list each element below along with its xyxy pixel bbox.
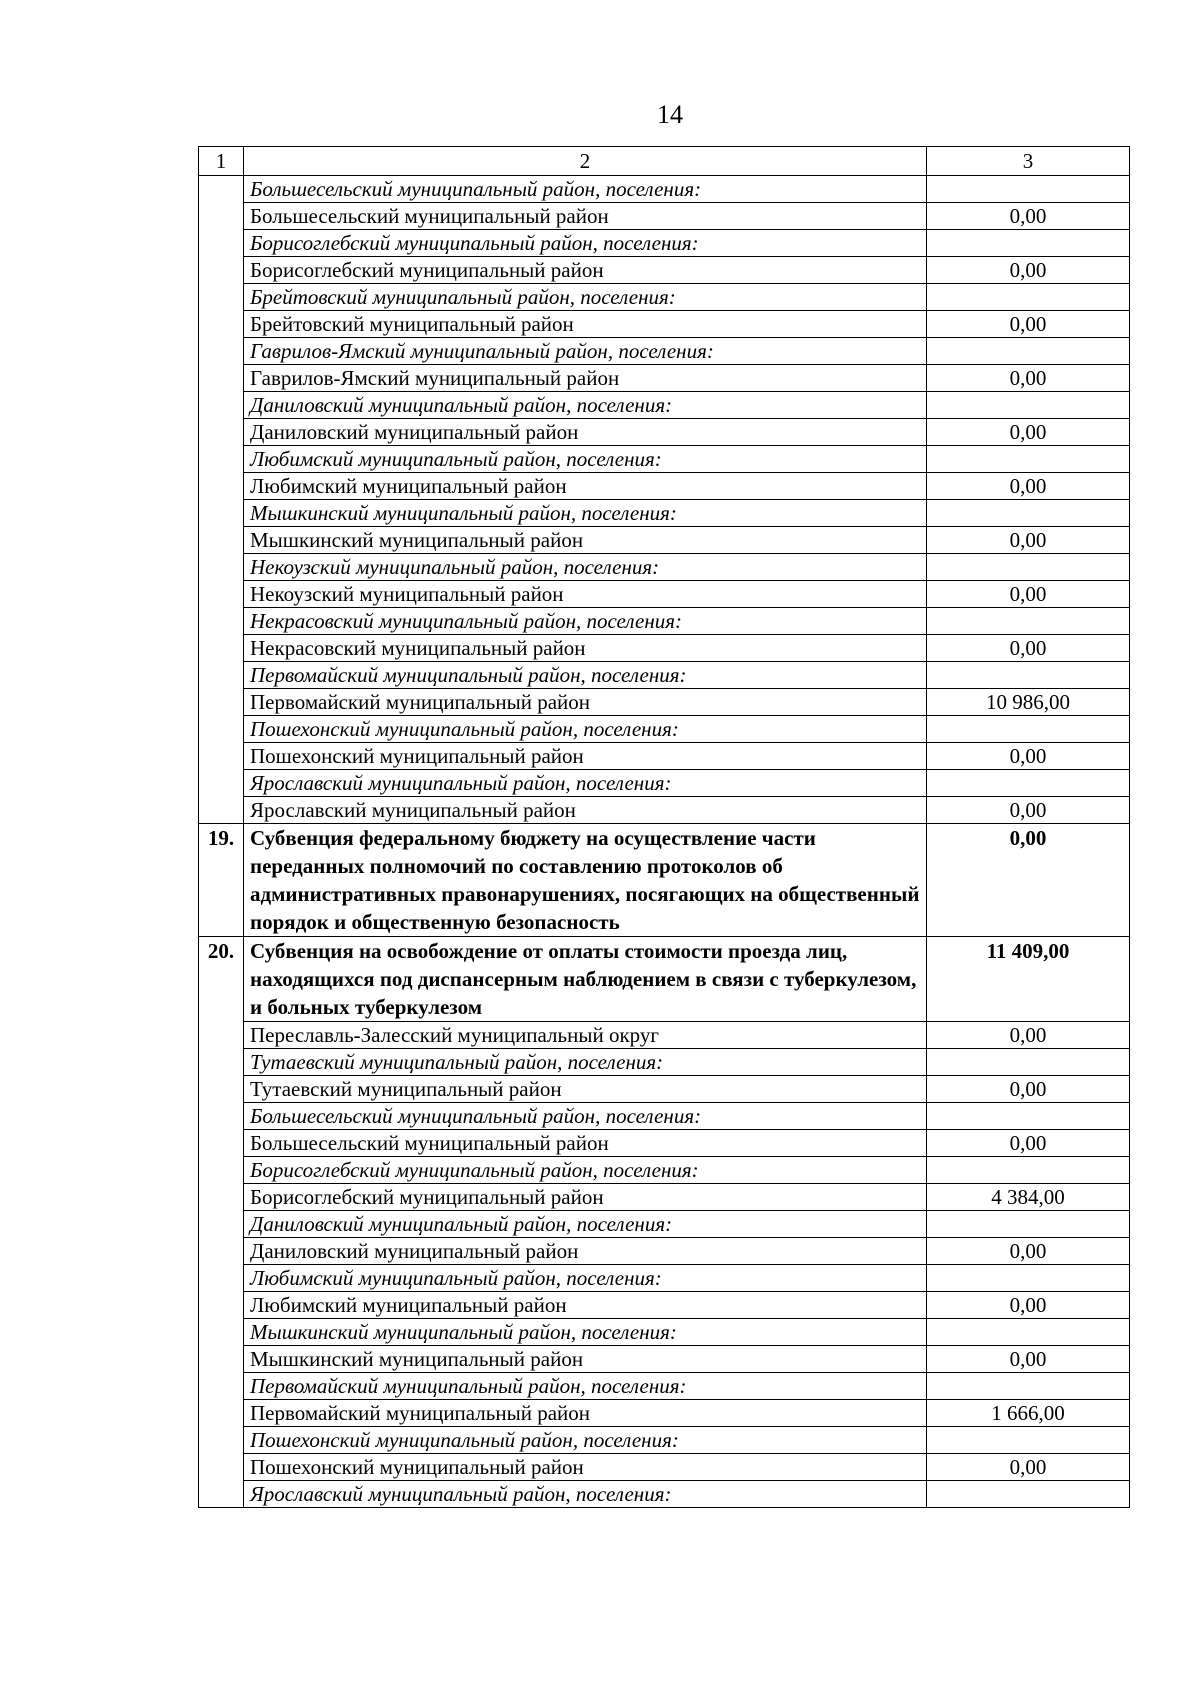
group-heading-cell: Мышкинский муниципальный район, поселения: <box>244 1319 927 1346</box>
table-row <box>199 1292 1130 1319</box>
amount-cell <box>927 1373 1130 1400</box>
table-row <box>199 1373 1130 1400</box>
table-row <box>199 1184 1130 1211</box>
group-heading-cell: Пошехонский муниципальный район, поселения: <box>244 716 927 743</box>
amount-cell <box>927 1049 1130 1076</box>
table-row <box>199 743 1130 770</box>
row-number-cell <box>199 1103 244 1130</box>
amount-cell <box>927 1427 1130 1454</box>
amount-cell <box>927 1211 1130 1238</box>
table-row <box>199 1076 1130 1103</box>
group-heading-cell: Любимский муниципальный район, поселения: <box>244 1265 927 1292</box>
district-name-cell: Гаврилов-Ямский муниципальный район <box>244 365 927 392</box>
district-name-cell: Пошехонский муниципальный район <box>244 743 927 770</box>
row-number-cell <box>199 1238 244 1265</box>
group-heading-cell: Ярославский муниципальный район, поселения: <box>244 770 927 797</box>
district-name-cell: Первомайский муниципальный район <box>244 689 927 716</box>
district-name-cell: Борисоглебский муниципальный район <box>244 257 927 284</box>
table-row <box>199 1211 1130 1238</box>
amount-cell <box>927 1319 1130 1346</box>
district-name-cell: Брейтовский муниципальный район <box>244 311 927 338</box>
table-row <box>199 1049 1130 1076</box>
row-number-cell <box>199 1265 244 1292</box>
amount-cell: 0,00 <box>927 1238 1130 1265</box>
table-row <box>199 1427 1130 1454</box>
row-number-cell <box>199 1373 244 1400</box>
table-row <box>199 635 1130 662</box>
row-number-cell <box>199 797 244 824</box>
district-name-cell: Борисоглебский муниципальный район <box>244 1184 927 1211</box>
amount-cell: 0,00 <box>927 1130 1130 1157</box>
item-19-row <box>199 824 1130 937</box>
group-heading-cell: Пошехонский муниципальный район, поселения: <box>244 1427 927 1454</box>
table-row <box>199 1238 1130 1265</box>
row-number-cell <box>199 1319 244 1346</box>
row-number-cell <box>199 230 244 257</box>
district-name-cell: Первомайский муниципальный район <box>244 1400 927 1427</box>
row-number-cell <box>199 1400 244 1427</box>
row-number-cell <box>199 365 244 392</box>
amount-cell: 0,00 <box>927 1292 1130 1319</box>
table-row <box>199 716 1130 743</box>
district-name-cell: Некрасовский муниципальный район <box>244 635 927 662</box>
row-number-cell <box>199 1211 244 1238</box>
amount-cell: 0,00 <box>927 1346 1130 1373</box>
table-row <box>199 473 1130 500</box>
row-number-cell <box>199 635 244 662</box>
group-heading-cell: Первомайский муниципальный район, поселения: <box>244 1373 927 1400</box>
group-heading-cell: Мышкинский муниципальный район, поселения: <box>244 500 927 527</box>
row-number-cell <box>199 608 244 635</box>
table-row <box>199 1346 1130 1373</box>
row-number-cell <box>199 446 244 473</box>
district-name-cell: Ярославский муниципальный район <box>244 797 927 824</box>
amount-cell: 0,00 <box>927 203 1130 230</box>
amount-cell <box>927 446 1130 473</box>
amount-cell: 4 384,00 <box>927 1184 1130 1211</box>
row-number-cell <box>199 527 244 554</box>
table-row <box>199 1454 1130 1481</box>
row-number-cell <box>199 1157 244 1184</box>
table-row <box>199 1130 1130 1157</box>
budget-table-body <box>199 147 1130 1508</box>
table-row <box>199 203 1130 230</box>
table-row <box>199 284 1130 311</box>
group-heading-cell: Борисоглебский муниципальный район, поселения: <box>244 1157 927 1184</box>
row-number-cell <box>199 554 244 581</box>
amount-cell <box>927 662 1130 689</box>
amount-cell: 0,00 <box>927 527 1130 554</box>
row-number-cell <box>199 338 244 365</box>
row-number-cell <box>199 1346 244 1373</box>
amount-cell <box>927 338 1130 365</box>
table-row <box>199 662 1130 689</box>
district-name-cell: Большесельский муниципальный район <box>244 1130 927 1157</box>
group-heading-cell: Любимский муниципальный район, поселения: <box>244 446 927 473</box>
table-row <box>199 554 1130 581</box>
table-row <box>199 527 1130 554</box>
table-row <box>199 1481 1130 1508</box>
amount-cell: 0,00 <box>927 635 1130 662</box>
amount-cell <box>927 392 1130 419</box>
row-number-cell <box>199 743 244 770</box>
row-number-cell <box>199 392 244 419</box>
row-number-cell <box>199 500 244 527</box>
row-number-cell <box>199 1481 244 1508</box>
table-row <box>199 257 1130 284</box>
group-heading-cell: Первомайский муниципальный район, поселения: <box>244 662 927 689</box>
budget-table <box>198 146 1130 1508</box>
row-number-cell <box>199 473 244 500</box>
district-name-cell: Переславль-Залесский муниципальный округ <box>244 1022 927 1049</box>
group-heading-cell: Гаврилов-Ямский муниципальный район, поселения: <box>244 338 927 365</box>
district-name-cell: Мышкинский муниципальный район <box>244 527 927 554</box>
row-number-cell <box>199 1454 244 1481</box>
table-row <box>199 689 1130 716</box>
amount-cell: 10 986,00 <box>927 689 1130 716</box>
item-amount-cell: 11 409,00 <box>927 937 1130 1022</box>
row-number-cell <box>199 284 244 311</box>
amount-cell: 0,00 <box>927 257 1130 284</box>
row-number-cell <box>199 1049 244 1076</box>
row-number-cell <box>199 1076 244 1103</box>
amount-cell: 0,00 <box>927 311 1130 338</box>
district-name-cell: Большесельский муниципальный район <box>244 203 927 230</box>
amount-cell: 0,00 <box>927 581 1130 608</box>
amount-cell: 0,00 <box>927 1022 1130 1049</box>
group-heading-cell: Тутаевский муниципальный район, поселения: <box>244 1049 927 1076</box>
table-row <box>199 500 1130 527</box>
row-number-cell <box>199 203 244 230</box>
amount-cell: 0,00 <box>927 473 1130 500</box>
table-row <box>199 1400 1130 1427</box>
group-heading-cell: Борисоглебский муниципальный район, поселения: <box>244 230 927 257</box>
row-number-cell <box>199 311 244 338</box>
group-heading-cell: Даниловский муниципальный район, поселения: <box>244 392 927 419</box>
group-heading-cell: Большесельский муниципальный район, поселения: <box>244 1103 927 1130</box>
amount-cell <box>927 1157 1130 1184</box>
amount-cell <box>927 716 1130 743</box>
district-name-cell: Тутаевский муниципальный район <box>244 1076 927 1103</box>
item-20-row <box>199 937 1130 1022</box>
row-number-cell <box>199 1427 244 1454</box>
row-number-cell <box>199 662 244 689</box>
header-col-3: 3 <box>927 147 1130 176</box>
table-row <box>199 608 1130 635</box>
table-row <box>199 1022 1130 1049</box>
table-row <box>199 1103 1130 1130</box>
amount-cell <box>927 176 1130 203</box>
amount-cell <box>927 500 1130 527</box>
row-number-cell <box>199 257 244 284</box>
district-name-cell: Мышкинский муниципальный район <box>244 1346 927 1373</box>
table-row <box>199 446 1130 473</box>
table-row <box>199 230 1130 257</box>
table-row <box>199 311 1130 338</box>
row-number-cell <box>199 581 244 608</box>
amount-cell: 0,00 <box>927 365 1130 392</box>
district-name-cell: Некоузский муниципальный район <box>244 581 927 608</box>
item-number-cell: 20. <box>199 937 244 1022</box>
group-heading-cell: Брейтовский муниципальный район, поселения: <box>244 284 927 311</box>
item-number-cell: 19. <box>199 824 244 937</box>
table-row <box>199 419 1130 446</box>
amount-cell: 0,00 <box>927 797 1130 824</box>
amount-cell <box>927 1265 1130 1292</box>
table-row <box>199 581 1130 608</box>
amount-cell: 0,00 <box>927 419 1130 446</box>
item-amount-cell: 0,00 <box>927 824 1130 937</box>
group-heading-cell: Большесельский муниципальный район, поселения: <box>244 176 927 203</box>
amount-cell: 1 666,00 <box>927 1400 1130 1427</box>
district-name-cell: Любимский муниципальный район <box>244 473 927 500</box>
amount-cell <box>927 608 1130 635</box>
item-title-cell: Субвенция федеральному бюджету на осуществление части переданных полномочий по составлению протоколов об административных правонарушениях, посягающих на общественный порядок и общественную безопасность <box>244 824 927 937</box>
table-row <box>199 176 1130 203</box>
table-row <box>199 338 1130 365</box>
amount-cell <box>927 770 1130 797</box>
amount-cell <box>927 284 1130 311</box>
page-number: 14 <box>657 100 683 129</box>
group-heading-cell: Ярославский муниципальный район, поселения: <box>244 1481 927 1508</box>
table-row <box>199 1157 1130 1184</box>
row-number-cell <box>199 770 244 797</box>
header-col-1: 1 <box>199 147 244 176</box>
amount-cell: 0,00 <box>927 743 1130 770</box>
amount-cell <box>927 1103 1130 1130</box>
row-number-cell <box>199 1022 244 1049</box>
row-number-cell <box>199 1130 244 1157</box>
table-header-row <box>199 147 1130 176</box>
item-title-cell: Субвенция на освобождение от оплаты стоимости проезда лиц, находящихся под диспансерным наблюдением в связи с туберкулезом, и больных туберкулезом <box>244 937 927 1022</box>
table-row <box>199 392 1130 419</box>
group-heading-cell: Некоузский муниципальный район, поселения: <box>244 554 927 581</box>
amount-cell <box>927 554 1130 581</box>
header-col-2: 2 <box>244 147 927 176</box>
row-number-cell <box>199 176 244 203</box>
row-number-cell <box>199 689 244 716</box>
table-row <box>199 1265 1130 1292</box>
amount-cell: 0,00 <box>927 1076 1130 1103</box>
group-heading-cell: Даниловский муниципальный район, поселения: <box>244 1211 927 1238</box>
table-row <box>199 797 1130 824</box>
amount-cell <box>927 1481 1130 1508</box>
table-row <box>199 1319 1130 1346</box>
district-name-cell: Даниловский муниципальный район <box>244 1238 927 1265</box>
amount-cell <box>927 230 1130 257</box>
table-row <box>199 365 1130 392</box>
amount-cell: 0,00 <box>927 1454 1130 1481</box>
row-number-cell <box>199 1292 244 1319</box>
district-name-cell: Любимский муниципальный район <box>244 1292 927 1319</box>
group-heading-cell: Некрасовский муниципальный район, поселения: <box>244 608 927 635</box>
row-number-cell <box>199 1184 244 1211</box>
row-number-cell <box>199 419 244 446</box>
district-name-cell: Пошехонский муниципальный район <box>244 1454 927 1481</box>
table-row <box>199 770 1130 797</box>
district-name-cell: Даниловский муниципальный район <box>244 419 927 446</box>
row-number-cell <box>199 716 244 743</box>
